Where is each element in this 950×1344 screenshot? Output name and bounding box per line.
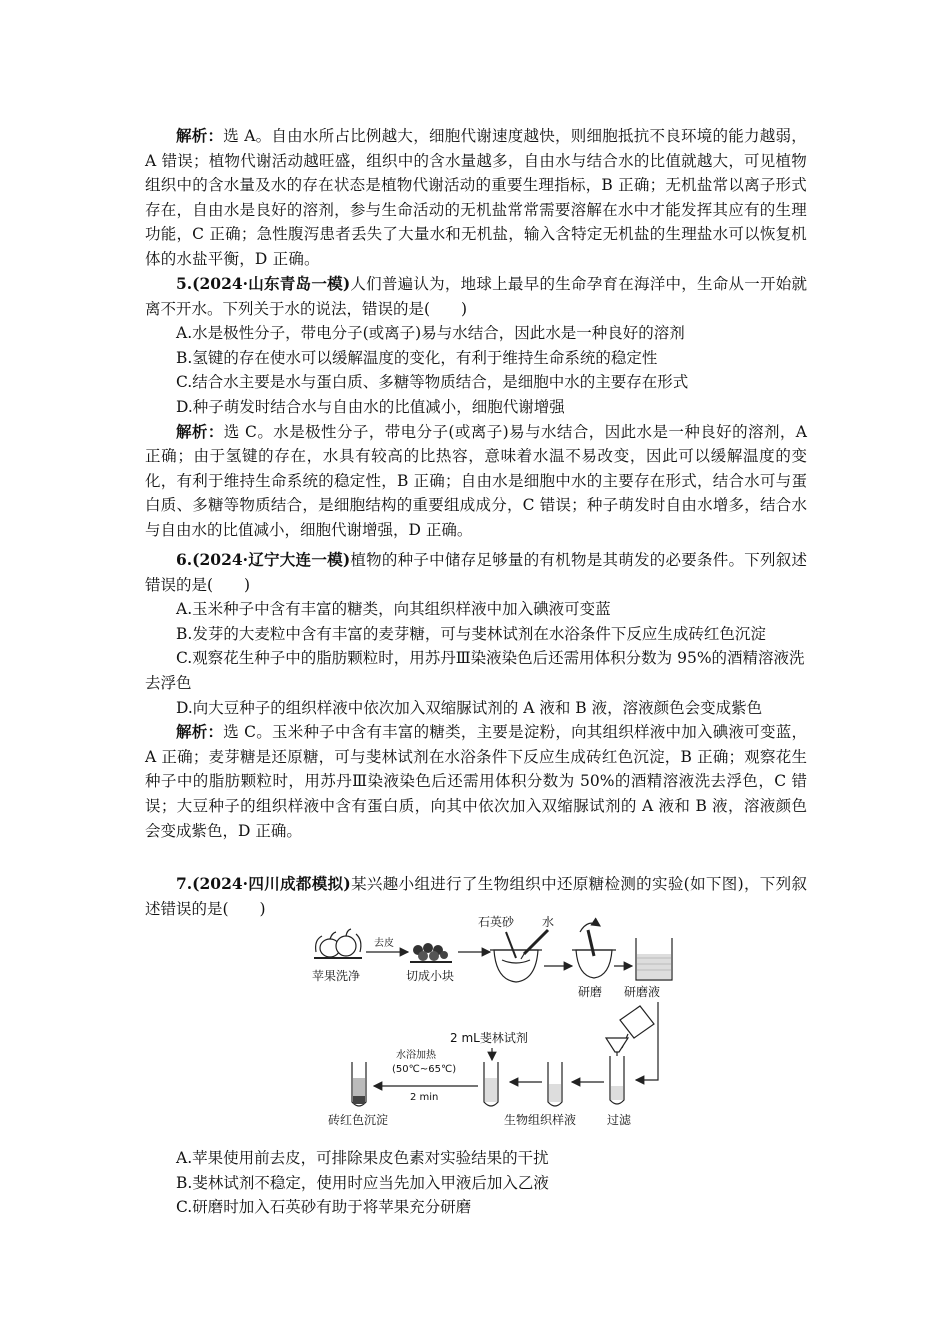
label-bath3: 2 min <box>410 1092 439 1103</box>
label-wash: 苹果洗净 <box>312 969 361 983</box>
option-c: C.研磨时加入石英砂有助于将苹果充分研磨 <box>176 1198 472 1217</box>
grinding-mortar-icon <box>572 923 616 978</box>
option-b: B.发芽的大麦粒中含有丰富的麦芽糖，可与斐林试剂在水浴条件下反应生成砖红色沉淀 <box>176 624 766 643</box>
question-source: 5.(2024·山东青岛一模) <box>176 274 351 293</box>
apple-pieces-icon <box>410 943 452 962</box>
reagent-tube-icon <box>484 1062 498 1106</box>
option-a: A.苹果使用前去皮，可排除果皮色素对实验结果的干扰 <box>176 1149 549 1167</box>
label-liquid: 研磨液 <box>624 985 661 999</box>
question-5 <box>145 272 807 543</box>
analysis-label: 解析： <box>176 722 224 742</box>
label-reagent: 2 mL斐林试剂 <box>450 1031 528 1045</box>
option-d: D.向大豆种子的组织样液中依次加入双缩脲试剂的 A 液和 B 液，溶液颜色会变成紫色 <box>176 698 763 717</box>
label-sand: 石英砂 <box>478 915 515 929</box>
question-source: 7.(2024·四川成都模拟) <box>176 874 351 893</box>
beaker-icon <box>636 938 672 980</box>
option-d: D.种子萌发时结合水与自由水的比值减小，细胞代谢增强 <box>176 397 565 416</box>
question-stem: 人们普遍认为，地球上最早的生命孕育在海洋中，生命从一开始就离不开水。下列关于水的说法，错误的是( ) <box>145 275 807 318</box>
label-filter: 过滤 <box>607 1113 632 1127</box>
funnel-icon <box>606 1038 628 1104</box>
label-cut: 切成小块 <box>406 969 455 983</box>
analysis-text: 选 C。水是极性分子，带电分子(或离子)易与水结合，因此水是一种良好的溶剂，A 正确；由于氢键的存在，水具有较高的比热容，意味着水温不易改变，因此可以缓解温度的变化，有利于维持生命系统的稳定性，B 正确；自由水是细胞中水的主要存在形式，结合水可与蛋白质、多糖等物质结合，是细胞结构的重要组成成分，C 错误；种子萌发时自由水增多，结合水与自由水的比值减小，细胞代谢增强，D 正确。 <box>145 422 807 539</box>
option-b: B.斐林试剂不稳定，使用时应当先加入甲液后加入乙液 <box>176 1173 549 1192</box>
label-bath1: 水浴加热 <box>396 1050 436 1061</box>
analysis-label: 解析： <box>176 421 224 441</box>
experiment-flow-diagram <box>310 910 690 1135</box>
question-source: 6.(2024·辽宁大连一模) <box>176 550 351 569</box>
analysis-label: 解析： <box>176 126 224 145</box>
label-peel: 去皮 <box>374 938 394 949</box>
question-6 <box>145 548 807 843</box>
label-water: 水 <box>542 915 555 929</box>
question-stem: 植物的种子中储存足够量的有机物是其萌发的必要条件。下列叙述错误的是( ) <box>145 551 807 594</box>
question-7-options <box>145 1146 807 1220</box>
label-sample: 生物组织样液 <box>504 1113 577 1127</box>
question-stem: 某兴趣小组进行了生物组织中还原糖检测的实验(如下图)，下列叙述错误的是( ) <box>145 875 807 918</box>
option-c: C.观察花生种子中的脂肪颗粒时，用苏丹Ⅲ染液染色后还需用体积分数为 95%的酒精溶液洗去浮色 <box>145 649 805 692</box>
option-a: A.水是极性分子，带电分子(或离子)易与水结合，因此水是一种良好的溶剂 <box>176 324 685 343</box>
result-tube-icon <box>352 1062 366 1106</box>
analysis-text: 选 C。玉米种子中含有丰富的糖类，主要是淀粉，向其组织样液中加入碘液可变蓝，A 正确；麦芽糖是还原糖，可与斐林试剂在水浴条件下反应生成砖红色沉淀，B 正确；观察花生种子中的脂肪颗粒时，用苏丹Ⅲ染液染色后还需用体积分数为 50%的酒精溶液洗去浮色，C 错误；大豆种子的组织样液中含有蛋白质，向其中依次加入双缩脲试剂的 A 液和 B 液，溶液颜色会变成紫色，D 正确。 <box>145 723 807 840</box>
option-b: B.氢键的存在使水可以缓解温度的变化，有利于维持生命系统的稳定性 <box>176 348 658 367</box>
mortar-icon <box>490 930 548 982</box>
label-result: 砖红色沉淀 <box>328 1113 389 1127</box>
apples-icon <box>314 929 362 958</box>
option-c: C.结合水主要是水与蛋白质、多糖等物质结合，是细胞中水的主要存在形式 <box>176 373 689 392</box>
label-grind: 研磨 <box>578 985 603 999</box>
analysis-text: 选 A。自由水所占比例越大，细胞代谢速度越快，则细胞抵抗不良环境的能力越弱，A 错误；植物代谢活动越旺盛，组织中的含水量越多，自由水与结合水的比值就越大，可见植物组织中的含水量及水的存在状态是植物代谢活动的重要生理指标，B 正确；无机盐常以离子形式存在，自由水是良好的溶剂，参与生命活动的无机盐常常需要溶解在水中才能发挥其应有的生理功能，C 正确；急性腹泻患者丢失了大量水和无机盐，输入含特定无机盐的生理盐水可以恢复机体的水盐平衡，D 正确。 <box>145 127 807 268</box>
option-a: A.玉米种子中含有丰富的糖类，向其组织样液中加入碘液可变蓝 <box>176 600 611 619</box>
sample-tube-icon <box>548 1062 562 1106</box>
label-bath2: (50℃~65℃) <box>392 1064 457 1075</box>
q4-analysis <box>145 124 807 272</box>
